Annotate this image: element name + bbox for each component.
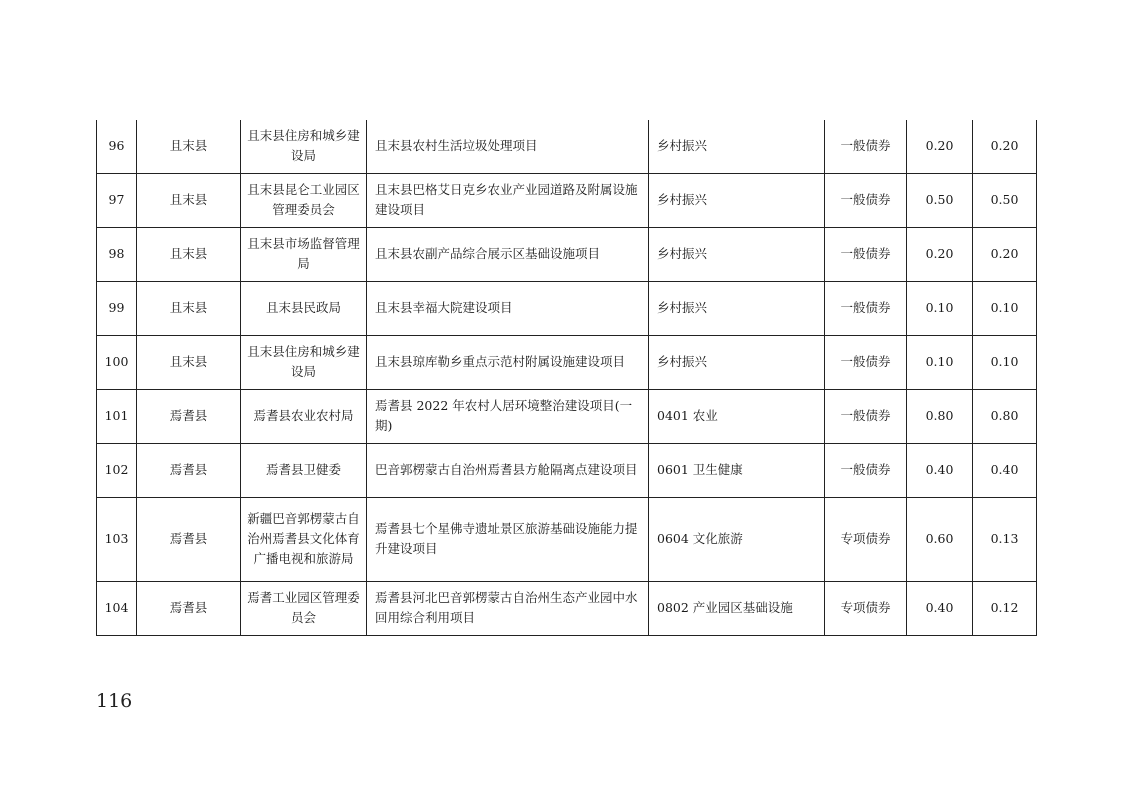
row-department: 焉耆县卫健委 bbox=[241, 443, 367, 497]
row-amount-b: 0.12 bbox=[973, 581, 1037, 635]
row-project: 焉耆县河北巴音郭楞蒙古自治州生态产业园中水回用综合利用项目 bbox=[367, 581, 649, 635]
row-index: 100 bbox=[97, 335, 137, 389]
row-index: 102 bbox=[97, 443, 137, 497]
row-amount-a: 0.20 bbox=[907, 227, 973, 281]
row-bond-type: 一般债券 bbox=[825, 389, 907, 443]
row-project: 且末县农村生活垃圾处理项目 bbox=[367, 120, 649, 173]
row-department: 焉耆县农业农村局 bbox=[241, 389, 367, 443]
table-row bbox=[97, 443, 1037, 497]
row-category: 0601 卫生健康 bbox=[649, 443, 825, 497]
row-department: 且末县昆仑工业园区管理委员会 bbox=[241, 173, 367, 227]
row-department: 且末县住房和城乡建设局 bbox=[241, 335, 367, 389]
table-row bbox=[97, 581, 1037, 635]
project-table-container bbox=[96, 120, 1036, 636]
row-department: 且末县市场监督管理局 bbox=[241, 227, 367, 281]
row-county: 且末县 bbox=[137, 120, 241, 173]
row-amount-a: 0.60 bbox=[907, 497, 973, 581]
table-row bbox=[97, 227, 1037, 281]
row-project: 且末县琼库勒乡重点示范村附属设施建设项目 bbox=[367, 335, 649, 389]
row-bond-type: 一般债券 bbox=[825, 173, 907, 227]
row-category: 乡村振兴 bbox=[649, 227, 825, 281]
row-bond-type: 一般债券 bbox=[825, 120, 907, 173]
row-category: 乡村振兴 bbox=[649, 335, 825, 389]
row-amount-b: 0.10 bbox=[973, 281, 1037, 335]
row-index: 101 bbox=[97, 389, 137, 443]
row-bond-type: 一般债券 bbox=[825, 335, 907, 389]
row-category: 乡村振兴 bbox=[649, 281, 825, 335]
row-amount-a: 0.10 bbox=[907, 335, 973, 389]
row-bond-type: 专项债券 bbox=[825, 581, 907, 635]
table-row bbox=[97, 120, 1037, 173]
table-row bbox=[97, 281, 1037, 335]
row-project: 焉耆县 2022 年农村人居环境整治建设项目(一期) bbox=[367, 389, 649, 443]
row-category: 0802 产业园区基础设施 bbox=[649, 581, 825, 635]
row-county: 焉耆县 bbox=[137, 389, 241, 443]
row-county: 且末县 bbox=[137, 281, 241, 335]
row-index: 103 bbox=[97, 497, 137, 581]
row-department: 新疆巴音郭楞蒙古自治州焉耆县文化体育广播电视和旅游局 bbox=[241, 497, 367, 581]
row-project: 且末县农副产品综合展示区基础设施项目 bbox=[367, 227, 649, 281]
row-category: 0401 农业 bbox=[649, 389, 825, 443]
row-index: 104 bbox=[97, 581, 137, 635]
row-bond-type: 一般债券 bbox=[825, 227, 907, 281]
row-amount-b: 0.80 bbox=[973, 389, 1037, 443]
row-county: 焉耆县 bbox=[137, 581, 241, 635]
row-project: 巴音郭楞蒙古自治州焉耆县方舱隔离点建设项目 bbox=[367, 443, 649, 497]
table-row bbox=[97, 173, 1037, 227]
row-amount-b: 0.20 bbox=[973, 120, 1037, 173]
row-county: 焉耆县 bbox=[137, 497, 241, 581]
table-row bbox=[97, 335, 1037, 389]
row-amount-b: 0.20 bbox=[973, 227, 1037, 281]
row-county: 且末县 bbox=[137, 227, 241, 281]
row-county: 焉耆县 bbox=[137, 443, 241, 497]
row-department: 且末县民政局 bbox=[241, 281, 367, 335]
row-index: 97 bbox=[97, 173, 137, 227]
row-category: 乡村振兴 bbox=[649, 120, 825, 173]
row-bond-type: 一般债券 bbox=[825, 443, 907, 497]
row-amount-a: 0.10 bbox=[907, 281, 973, 335]
row-category: 乡村振兴 bbox=[649, 173, 825, 227]
row-amount-a: 0.40 bbox=[907, 443, 973, 497]
table-row bbox=[97, 389, 1037, 443]
row-amount-b: 0.40 bbox=[973, 443, 1037, 497]
row-bond-type: 专项债券 bbox=[825, 497, 907, 581]
project-table bbox=[96, 120, 1037, 636]
row-index: 98 bbox=[97, 227, 137, 281]
row-amount-b: 0.13 bbox=[973, 497, 1037, 581]
row-county: 且末县 bbox=[137, 173, 241, 227]
table-row bbox=[97, 497, 1037, 581]
row-project: 焉耆县七个星佛寺遗址景区旅游基础设施能力提升建设项目 bbox=[367, 497, 649, 581]
row-county: 且末县 bbox=[137, 335, 241, 389]
row-amount-b: 0.50 bbox=[973, 173, 1037, 227]
row-project: 且末县巴格艾日克乡农业产业园道路及附属设施建设项目 bbox=[367, 173, 649, 227]
table-body bbox=[97, 120, 1037, 635]
row-department: 且末县住房和城乡建设局 bbox=[241, 120, 367, 173]
page-number: 116 bbox=[96, 690, 133, 712]
row-amount-a: 0.20 bbox=[907, 120, 973, 173]
row-amount-a: 0.40 bbox=[907, 581, 973, 635]
row-department: 焉耆工业园区管理委员会 bbox=[241, 581, 367, 635]
row-amount-a: 0.50 bbox=[907, 173, 973, 227]
row-bond-type: 一般债券 bbox=[825, 281, 907, 335]
row-category: 0604 文化旅游 bbox=[649, 497, 825, 581]
row-index: 99 bbox=[97, 281, 137, 335]
row-amount-a: 0.80 bbox=[907, 389, 973, 443]
row-amount-b: 0.10 bbox=[973, 335, 1037, 389]
row-project: 且末县幸福大院建设项目 bbox=[367, 281, 649, 335]
row-index: 96 bbox=[97, 120, 137, 173]
